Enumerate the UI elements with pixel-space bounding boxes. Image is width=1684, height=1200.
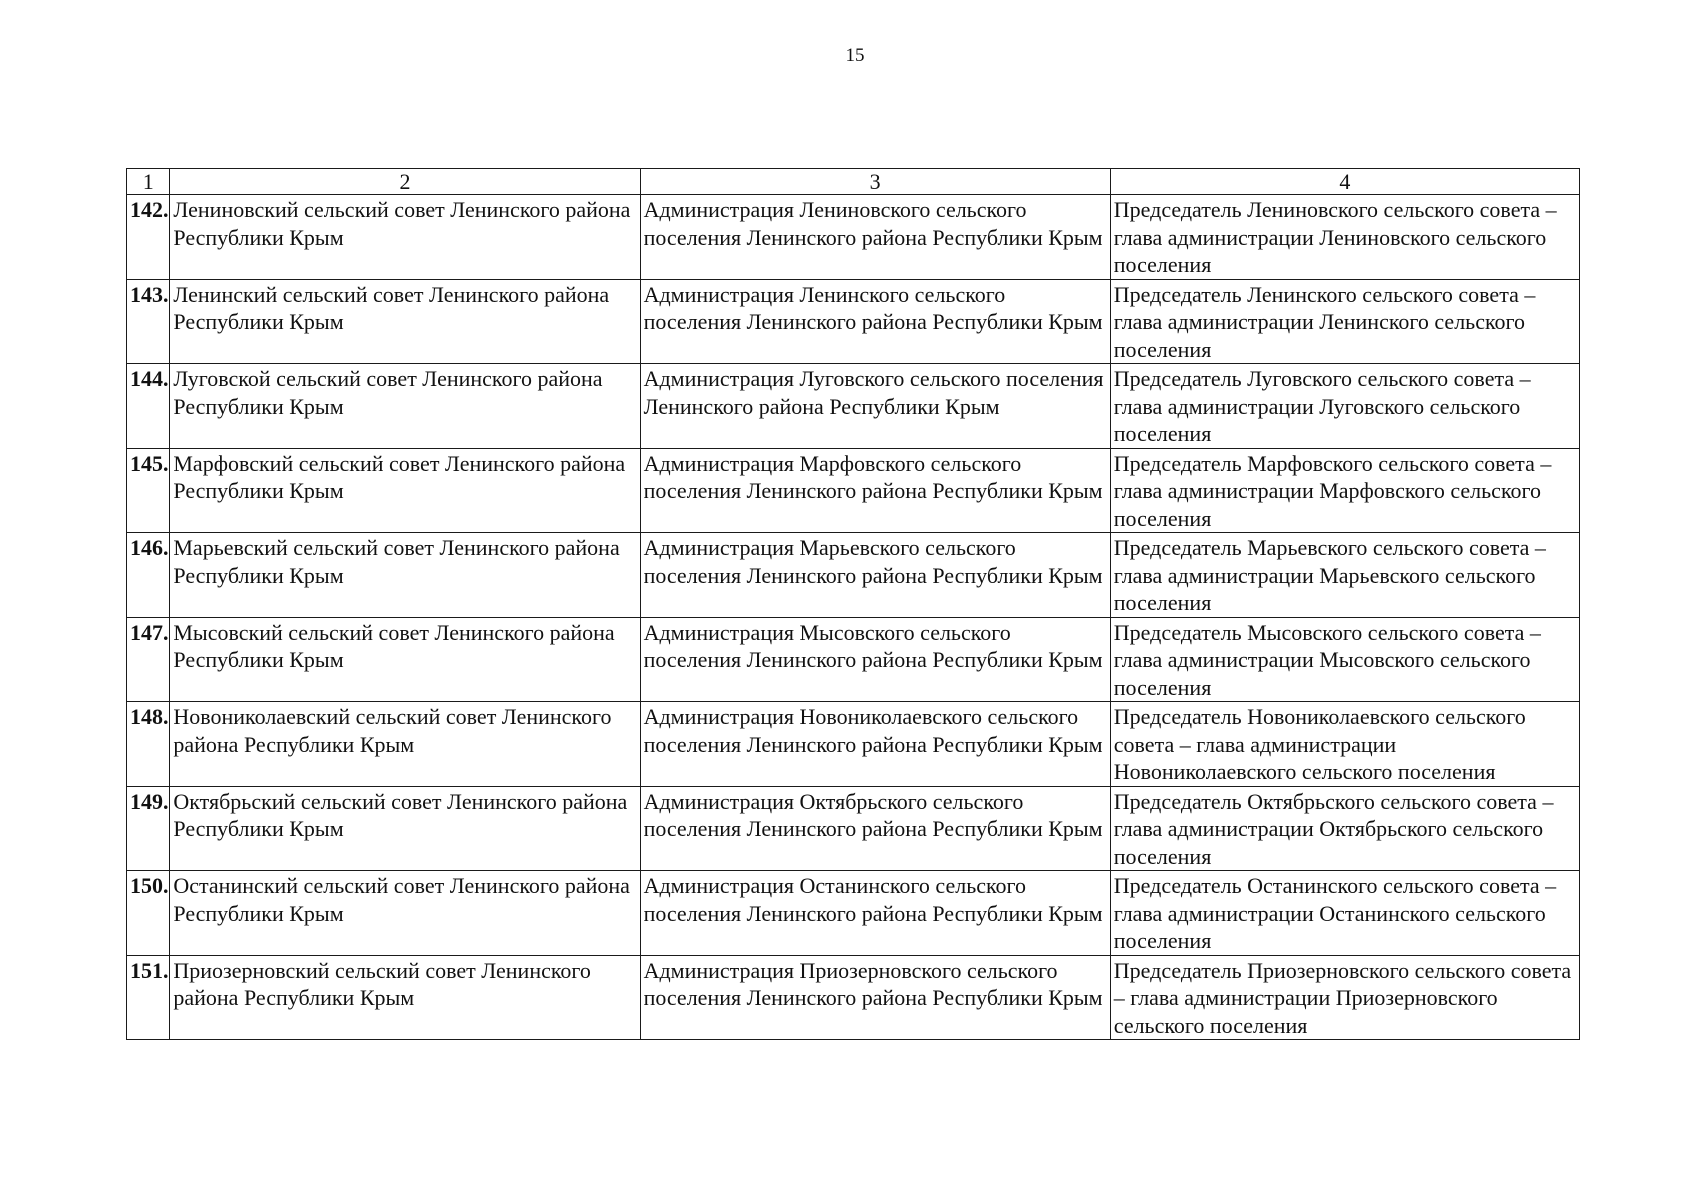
row-number: 145. xyxy=(127,448,170,533)
table-row xyxy=(127,617,1580,702)
administration-name: Администрация Приозерновского сельского поселения Ленинского района Республики Крым xyxy=(640,955,1110,1040)
column-header-1: 1 xyxy=(127,169,170,195)
table-row xyxy=(127,279,1580,364)
page-number: 15 xyxy=(845,45,865,66)
head-title: Председатель Мысовского сельского совета – глава администрации Мысовского сельского поселения xyxy=(1110,617,1579,702)
table-row xyxy=(127,871,1580,956)
head-title: Председатель Лениновского сельского совета – глава администрации Лениновского сельского поселения xyxy=(1110,195,1579,280)
column-header-3: 3 xyxy=(640,169,1110,195)
column-header-4: 4 xyxy=(1110,169,1579,195)
council-name: Приозерновский сельский совет Ленинского района Республики Крым xyxy=(170,955,640,1040)
administration-name: Администрация Мысовского сельского поселения Ленинского района Республики Крым xyxy=(640,617,1110,702)
head-title: Председатель Луговского сельского совета – глава администрации Луговского сельского поселения xyxy=(1110,364,1579,449)
table-row xyxy=(127,702,1580,787)
administration-name: Администрация Марьевского сельского поселения Ленинского района Республики Крым xyxy=(640,533,1110,618)
row-number: 142. xyxy=(127,195,170,280)
row-number: 148. xyxy=(127,702,170,787)
table-header-row xyxy=(127,169,1580,195)
administration-name: Администрация Лениновского сельского поселения Ленинского района Республики Крым xyxy=(640,195,1110,280)
council-name: Октябрьский сельский совет Ленинского района Республики Крым xyxy=(170,786,640,871)
administration-name: Администрация Луговского сельского поселения Ленинского района Республики Крым xyxy=(640,364,1110,449)
table-row xyxy=(127,786,1580,871)
council-name: Мысовский сельский совет Ленинского района Республики Крым xyxy=(170,617,640,702)
administration-name: Администрация Ленинского сельского поселения Ленинского района Республики Крым xyxy=(640,279,1110,364)
council-name: Останинский сельский совет Ленинского района Республики Крым xyxy=(170,871,640,956)
column-header-2: 2 xyxy=(170,169,640,195)
administration-name: Администрация Останинского сельского поселения Ленинского района Республики Крым xyxy=(640,871,1110,956)
council-name: Новониколаевский сельский совет Ленинского района Республики Крым xyxy=(170,702,640,787)
administration-name: Администрация Марфовского сельского поселения Ленинского района Республики Крым xyxy=(640,448,1110,533)
table-row xyxy=(127,533,1580,618)
table-row xyxy=(127,195,1580,280)
table-row xyxy=(127,448,1580,533)
administration-name: Администрация Новониколаевского сельского поселения Ленинского района Республики Крым xyxy=(640,702,1110,787)
councils-table xyxy=(126,168,1580,1040)
head-title: Председатель Марфовского сельского совета – глава администрации Марфовского сельского поселения xyxy=(1110,448,1579,533)
row-number: 150. xyxy=(127,871,170,956)
row-number: 146. xyxy=(127,533,170,618)
table-row xyxy=(127,364,1580,449)
row-number: 143. xyxy=(127,279,170,364)
head-title: Председатель Марьевского сельского совета – глава администрации Марьевского сельского поселения xyxy=(1110,533,1579,618)
council-name: Ленинский сельский совет Ленинского района Республики Крым xyxy=(170,279,640,364)
head-title: Председатель Приозерновского сельского совета – глава администрации Приозерновского сельского поселения xyxy=(1110,955,1579,1040)
table-row xyxy=(127,955,1580,1040)
council-name: Луговской сельский совет Ленинского района Республики Крым xyxy=(170,364,640,449)
head-title: Председатель Новониколаевского сельского совета – глава администрации Новониколаевского сельского поселения xyxy=(1110,702,1579,787)
council-name: Марьевский сельский совет Ленинского района Республики Крым xyxy=(170,533,640,618)
head-title: Председатель Останинского сельского совета – глава администрации Останинского сельского поселения xyxy=(1110,871,1579,956)
row-number: 149. xyxy=(127,786,170,871)
head-title: Председатель Октябрьского сельского совета – глава администрации Октябрьского сельского поселения xyxy=(1110,786,1579,871)
row-number: 144. xyxy=(127,364,170,449)
council-name: Марфовский сельский совет Ленинского района Республики Крым xyxy=(170,448,640,533)
row-number: 147. xyxy=(127,617,170,702)
council-name: Лениновский сельский совет Ленинского района Республики Крым xyxy=(170,195,640,280)
head-title: Председатель Ленинского сельского совета – глава администрации Ленинского сельского поселения xyxy=(1110,279,1579,364)
row-number: 151. xyxy=(127,955,170,1040)
administration-name: Администрация Октябрьского сельского поселения Ленинского района Республики Крым xyxy=(640,786,1110,871)
